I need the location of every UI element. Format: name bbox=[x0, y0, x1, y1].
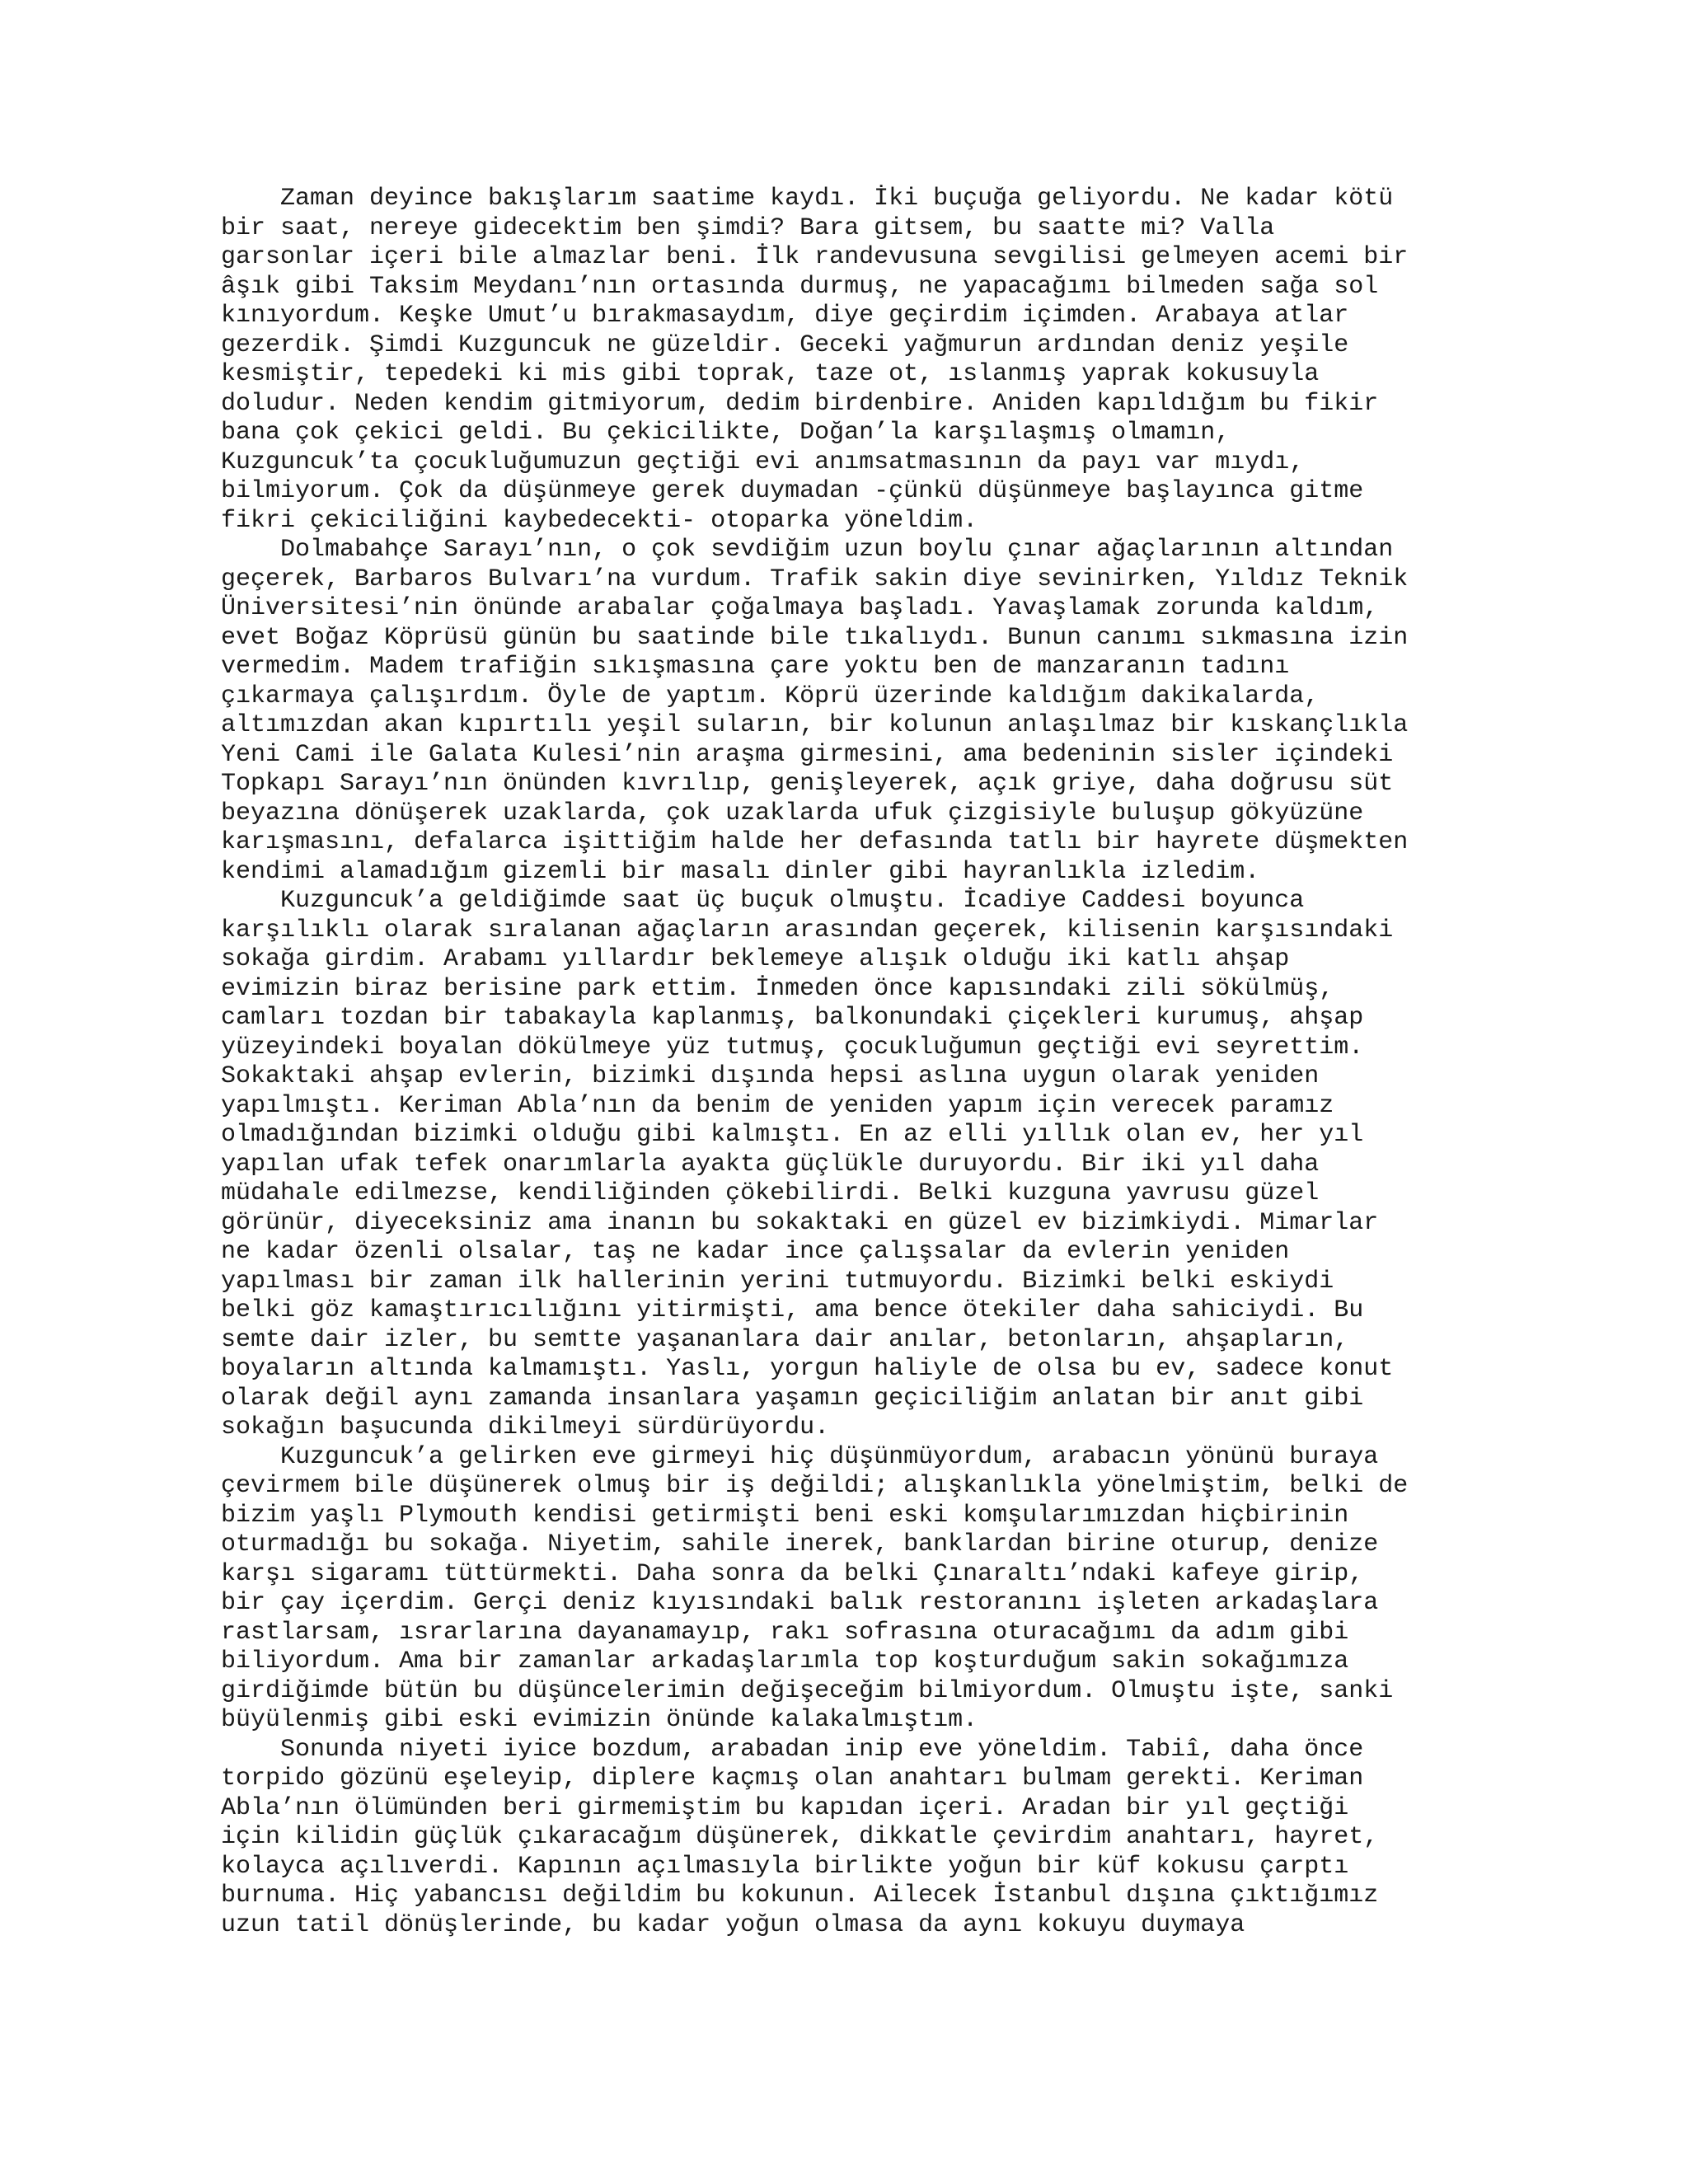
text-line: geçerek, Barbaros Bulvarı’na vurdum. Trafik sakin diye sevinirken, Yıldız Teknik bbox=[221, 565, 1409, 593]
text-line: müdahale edilmezse, kendiliğinden çökebilirdi. Belki kuzguna yavrusu güzel bbox=[221, 1179, 1320, 1207]
text-line: kesmiştir, tepedeki ki mis gibi toprak, taze ot, ıslanmış yaprak kokusuyla bbox=[221, 360, 1320, 388]
text-line: Yeni Cami ile Galata Kulesi’nin araşma girmesini, ama bedeninin sisler içindeki bbox=[221, 740, 1394, 769]
text-line: bir saat, nereye gidecektim ben şimdi? Bara gitsem, bu saatte mi? Valla bbox=[221, 213, 1275, 242]
text-line: bana çok çekici geldi. Bu çekicilikte, Doğan’la karşılaşmış olmamın, bbox=[221, 419, 1231, 447]
document-page bbox=[221, 185, 1474, 1940]
text-line: çıkarmaya çalışırdım. Öyle de yaptım. Köprü üzerinde kaldığım dakikalarda, bbox=[221, 682, 1320, 710]
text-line: kınıyordum. Keşke Umut’u bırakmasaydım, diye geçirdim içimden. Arabaya atlar bbox=[221, 302, 1349, 330]
text-line: rastlarsam, ısrarlarına dayanamayıp, rakı sofrasına oturacağımı da adım gibi bbox=[221, 1618, 1349, 1647]
text-line: karşı sigaramı tüttürmekti. Daha sonra da belki Çınaraltı’ndaki kafeye girip, bbox=[221, 1559, 1364, 1588]
text-line: büyülenmiş gibi eski evimizin önünde kalakalmıştım. bbox=[221, 1706, 978, 1734]
text-line: Dolmabahçe Sarayı’nın, o çok sevdiğim uzun boylu çınar ağaçlarının altından bbox=[221, 536, 1394, 564]
text-line: boyaların altında kalmamıştı. Yaslı, yorgun haliyle de olsa bu ev, sadece konut bbox=[221, 1355, 1394, 1383]
text-line: bilmiyorum. Çok da düşünmeye gerek duymadan -çünkü düşünmeye başlayınca gitme bbox=[221, 477, 1364, 505]
text-line: kendimi alamadığım gizemli bir masalı dinler gibi hayranlıkla izledim. bbox=[221, 857, 1260, 886]
text-line: oturmadığı bu sokağa. Niyetim, sahile inerek, banklardan birine oturup, denize bbox=[221, 1530, 1379, 1558]
text-line: camları tozdan bir tabakayla kaplanmış, balkonundaki çiçekleri kurumuş, ahşap bbox=[221, 1004, 1364, 1032]
text-line: uzun tatil dönüşlerinde, bu kadar yoğun olmasa da aynı kokuyu duymaya bbox=[221, 1910, 1245, 1939]
text-line: belki göz kamaştırıcılığını yitirmişti, ama bence ötekiler daha sahiciydi. Bu bbox=[221, 1296, 1364, 1324]
text-line: garsonlar içeri bile almazlar beni. İlk randevusuna sevgilisi gelmeyen acemi bir bbox=[221, 243, 1409, 271]
text-line: vermedim. Madem trafiğin sıkışmasına çare yoktu ben de manzaranın tadını bbox=[221, 653, 1290, 681]
text-line: Zaman deyince bakışlarım saatime kaydı. İki buçuğa geliyordu. Ne kadar kötü bbox=[221, 185, 1394, 213]
text-line: sokağın başucunda dikilmeyi sürdürüyordu. bbox=[221, 1413, 830, 1441]
text-line: bir çay içerdim. Gerçi deniz kıyısındaki balık restoranını işleten arkadaşlara bbox=[221, 1589, 1379, 1617]
text-line: girdiğimde bütün bu düşüncelerimin değişeceğim bilmiyordum. Olmuştu işte, sanki bbox=[221, 1676, 1394, 1705]
text-line: Üniversitesi’nin önünde arabalar çoğalmaya başladı. Yavaşlamak zorunda kaldım, bbox=[221, 594, 1379, 622]
text-line: biliyordum. Ama bir zamanlar arkadaşlarımla top koşturduğum sakin sokağımıza bbox=[221, 1647, 1349, 1675]
text-line: olarak değil aynı zamanda insanlara yaşamın geçiciliğim anlatan bir anıt gibi bbox=[221, 1384, 1364, 1413]
text-line: ne kadar özenli olsalar, taş ne kadar ince çalışsalar da evlerin yeniden bbox=[221, 1238, 1290, 1266]
text-line: yapılmıştı. Keriman Abla’nın da benim de yeniden yapım için verecek paramız bbox=[221, 1091, 1334, 1120]
text-line: kolayca açılıverdi. Kapının açılmasıyla birlikte yoğun bir küf kokusu çarptı bbox=[221, 1852, 1349, 1881]
text-line: beyazına dönüşerek uzaklarda, çok uzaklarda ufuk çizgisiyle buluşup gökyüzüne bbox=[221, 799, 1364, 827]
text-line: âşık gibi Taksim Meydanı’nın ortasında durmuş, ne yapacağımı bilmeden sağa sol bbox=[221, 272, 1379, 301]
text-line: yüzeyindeki boyalan dökülmeye yüz tutmuş, çocukluğumun geçtiği evi seyrettim. bbox=[221, 1033, 1364, 1062]
text-line: altımızdan akan kıpırtılı yeşil suların, bir kolunun anlaşılmaz bir kıskançlıkla bbox=[221, 711, 1409, 739]
text-line: Kuzguncuk’ta çocukluğumuzun geçtiği evi anımsatmasının da payı var mıydı, bbox=[221, 448, 1305, 476]
text-line: Kuzguncuk’a geldiğimde saat üç buçuk olmuştu. İcadiye Caddesi boyunca bbox=[221, 887, 1305, 915]
text-line: yapılması bir zaman ilk hallerinin yerini tutmuyordu. Bizimki belki eskiydi bbox=[221, 1267, 1334, 1296]
text-line: sokağa girdim. Arabamı yıllardır beklemeye alışık olduğu iki katlı ahşap bbox=[221, 945, 1290, 973]
text-line: Sonunda niyeti iyice bozdum, arabadan inip eve yöneldim. Tabiî, daha önce bbox=[221, 1735, 1364, 1764]
text-line: evimizin biraz berisine park ettim. İnmeden önce kapısındaki zili sökülmüş, bbox=[221, 974, 1334, 1003]
text-line: olmadığından bizimki olduğu gibi kalmıştı. En az elli yıllık olan ev, her yıl bbox=[221, 1121, 1364, 1149]
text-line: burnuma. Hiç yabancısı değildim bu kokunun. Ailecek İstanbul dışına çıktığımız bbox=[221, 1882, 1379, 1910]
text-line: için kilidin güçlük çıkaracağım düşünerek, dikkatle çevirdim anahtarı, hayret, bbox=[221, 1823, 1379, 1851]
text-line: karşılıklı olarak sıralanan ağaçların arasından geçerek, kilisenin karşısındaki bbox=[221, 916, 1394, 944]
text-line: gezerdik. Şimdi Kuzguncuk ne güzeldir. Geceki yağmurun ardından deniz yeşile bbox=[221, 330, 1349, 359]
text-line: fikri çekiciliğini kaybedecekti- otoparka yöneldim. bbox=[221, 506, 978, 535]
text-line: Kuzguncuk’a gelirken eve girmeyi hiç düşünmüyordum, arabacın yönünü buraya bbox=[221, 1442, 1379, 1471]
text-line: çevirmem bile düşünerek olmuş bir iş değildi; alışkanlıkla yönelmiştim, belki de bbox=[221, 1472, 1409, 1500]
text-line: torpido gözünü eşeleyip, diplere kaçmış olan anahtarı bulmam gerekti. Keriman bbox=[221, 1765, 1364, 1793]
text-line: Topkapı Sarayı’nın önünden kıvrılıp, genişleyerek, açık griye, daha doğrusu süt bbox=[221, 770, 1394, 798]
text-line: görünür, diyeceksiniz ama inanın bu sokaktaki en güzel ev bizimkiydi. Mimarlar bbox=[221, 1208, 1379, 1237]
text-line: karışmasını, defalarca işittiğim halde her defasında tatlı bir hayrete düşmekten bbox=[221, 828, 1409, 856]
text-line: yapılan ufak tefek onarımlarla ayakta güçlükle duruyordu. Bir iki yıl daha bbox=[221, 1150, 1320, 1179]
text-line: bizim yaşlı Plymouth kendisi getirmişti beni eski komşularımızdan hiçbirinin bbox=[221, 1501, 1349, 1530]
text-line: semte dair izler, bu semtte yaşananlara dair anılar, betonların, ahşapların, bbox=[221, 1325, 1349, 1354]
text-line: Abla’nın ölümünden beri girmemiştim bu kapıdan içeri. Aradan bir yıl geçtiği bbox=[221, 1793, 1349, 1822]
text-line: Sokaktaki ahşap evlerin, bizimki dışında hepsi aslına uygun olarak yeniden bbox=[221, 1062, 1320, 1090]
text-line: doludur. Neden kendim gitmiyorum, dedim birdenbire. Aniden kapıldığım bu fikir bbox=[221, 389, 1379, 418]
text-line: evet Boğaz Köprüsü günün bu saatinde bile tıkalıydı. Bunun canımı sıkmasına izin bbox=[221, 623, 1409, 652]
